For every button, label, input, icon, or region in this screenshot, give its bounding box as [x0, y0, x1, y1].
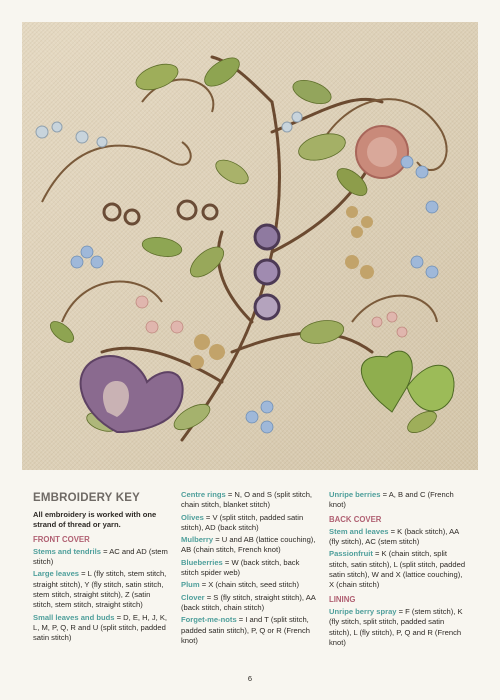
- key-intro: All embroidery is worked with one strand of thread or yarn.: [33, 510, 157, 530]
- key-entry-description: = A, B and C (French knot): [329, 490, 454, 510]
- key-column-1-list: [33, 535, 171, 644]
- key-entry-description: = L (fly stitch, stem stitch, straight stitch), Y (fly stitch, satin stitch, stem stitch, straight stitch), Z (satin stitch, stem stitch, straight stitch): [33, 569, 167, 610]
- key-entry-description: = K (back stitch), AA (fly stitch), AC (stem stitch): [329, 526, 459, 547]
- key-entry-term: Small leaves and buds: [33, 612, 115, 622]
- key-entry: [181, 615, 319, 646]
- key-entry: [329, 490, 467, 511]
- key-entry: [181, 513, 319, 534]
- key-column-3-list: [329, 490, 467, 648]
- key-section-heading: BACK COVER: [329, 514, 382, 524]
- key-entry-term: Stem and leaves: [329, 526, 389, 536]
- key-section-heading: LINING: [329, 594, 356, 604]
- key-column-2: [181, 490, 319, 648]
- key-title: EMBROIDERY KEY: [33, 492, 140, 504]
- key-entry-term: Olives: [181, 512, 204, 522]
- key-entry-description: = D, E, H, J, K, L, M, P, Q, R and U (split stitch, padded satin stitch): [33, 612, 168, 643]
- key-entry-description: = U and AB (lattice couching), AB (chain stitch, French knot): [181, 535, 316, 555]
- key-section-heading: FRONT COVER: [33, 534, 90, 544]
- key-entry-term: Large leaves: [33, 569, 80, 579]
- key-column-2-list: [181, 490, 319, 646]
- embroidery-photo: [22, 22, 478, 470]
- key-entry-description: = S (fly stitch, straight stitch), AA (back stitch, chain stitch): [181, 592, 316, 612]
- key-entry-description: = K (chain stitch, split stitch, satin stitch), L (split stitch, padded satin stitch), W and X (lattice couching), X (chain stitch): [329, 549, 466, 590]
- key-entry-term: Unripe berry spray: [329, 606, 397, 616]
- key-entry-term: Unripe berries: [329, 490, 381, 499]
- key-entry: [181, 490, 319, 511]
- key-entry-term: Forget-me-nots: [181, 615, 237, 625]
- key-entry: [181, 535, 319, 556]
- embroidery-key: [33, 490, 473, 670]
- key-entry-description: = W (back stitch, back stitch spider web): [181, 557, 300, 578]
- key-entry: [33, 547, 171, 568]
- key-entry-description: = F (stem stitch), K (fly stitch, split stitch, padded satin stitch), L (fly stitch), P, Q and R (French knot): [329, 606, 463, 647]
- key-column-1: [33, 490, 171, 646]
- key-entry-description: = I and T (split stitch, padded satin stitch), P, Q or R (French knot): [181, 615, 311, 645]
- key-entry-description: = V (split stitch, padded satin stitch), AD (back stitch): [181, 512, 304, 532]
- key-entry-term: Blueberries: [181, 557, 223, 567]
- key-entry: [329, 549, 467, 590]
- key-entry-term: Passionfruit: [329, 549, 373, 559]
- key-entry: [181, 580, 319, 590]
- key-entry: [181, 593, 319, 614]
- key-entry: [329, 607, 467, 648]
- key-entry-description: = N, O and S (split stitch, chain stitch, blanket stitch): [181, 490, 313, 510]
- key-entry-term: Centre rings: [181, 490, 226, 499]
- key-entry: [33, 613, 171, 644]
- key-entry-term: Mulberry: [181, 535, 214, 545]
- key-entry-description: = AC and AD (stem stitch): [33, 546, 168, 567]
- page-number: 6: [247, 674, 253, 683]
- key-entry-term: Clover: [181, 592, 205, 602]
- key-entry-description: = X (chain stitch, seed stitch): [199, 580, 299, 590]
- key-entry: [33, 569, 171, 610]
- key-entry-term: Stems and tendrils: [33, 546, 101, 556]
- key-entry-term: Plum: [181, 580, 200, 590]
- key-column-3: [329, 490, 467, 650]
- key-entry: [329, 527, 467, 548]
- key-entry: [181, 558, 319, 579]
